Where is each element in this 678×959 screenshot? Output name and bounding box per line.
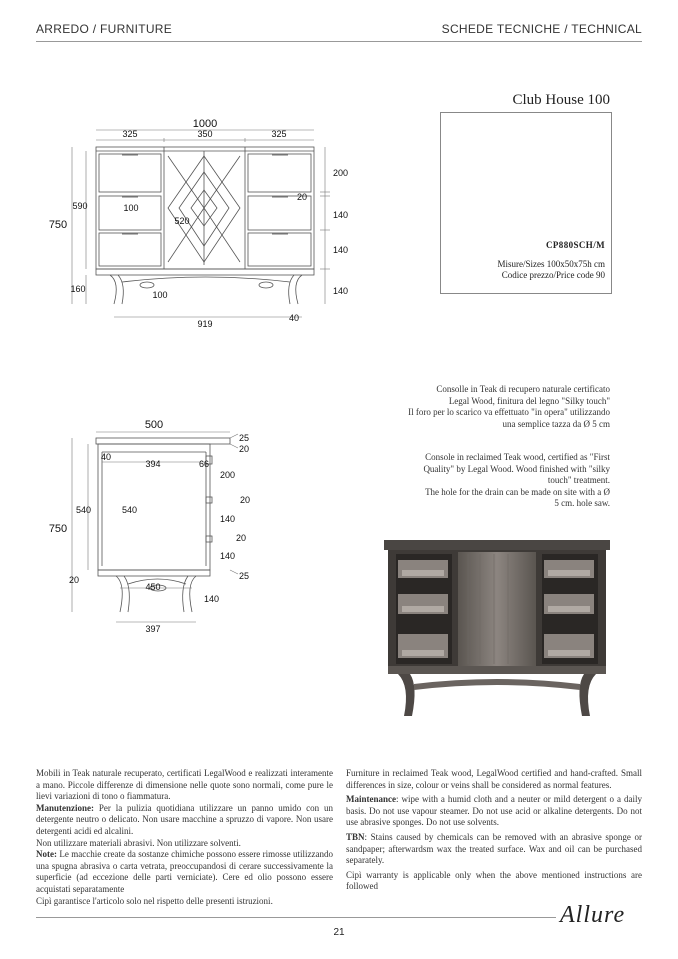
dim-right-140b: 140 xyxy=(333,245,349,255)
section-label-right: SCHEDE TECNICHE / TECHNICAL xyxy=(441,22,642,36)
care-it-note-label: Note: xyxy=(36,849,57,860)
dim-base-397: 397 xyxy=(145,624,161,634)
desc-it-line: una semplice tazza da Ø 5 cm xyxy=(502,418,610,429)
care-en-tbn: : Stains caused by chemicals can be removed with an abrasive sponge or sandpaper; afterwardsm wax the treated surface. Wax and oil can be purchased separately. xyxy=(346,831,642,866)
dim-inner-540: 540 xyxy=(122,505,138,515)
front-technical-drawing xyxy=(40,112,360,337)
dim-depth: 500 xyxy=(144,419,164,431)
care-en-maint: : wipe with a humid cloth and a neuter or mild detergent o a daily basis. Do not use vapour steamer. Do not use acid or alkaline detergents. Do not use abrasive sponges. Do not use solvents. xyxy=(346,794,642,828)
dim-inner-394: 394 xyxy=(145,459,161,469)
product-price-code: Codice prezzo/Price code 90 xyxy=(501,270,605,280)
dim-height: 750 xyxy=(48,219,68,231)
care-text-italian xyxy=(36,768,333,907)
product-info-box xyxy=(440,112,612,294)
care-en-maint-label: Maintenance xyxy=(346,794,396,805)
brand-logo: Allure xyxy=(560,902,626,928)
desc-en-line: Quality" by Legal Wood. Wood finished with "silky xyxy=(423,463,610,474)
product-title: Club House 100 xyxy=(512,92,610,108)
desc-it-line: Legal Wood, finitura del legno "Silky touch" xyxy=(448,395,610,406)
care-en-intro: Furniture in reclaimed Teak wood, LegalWood certified and hand-crafted. Small differences in size, colour or veins shall be considered as normal features. xyxy=(346,768,642,790)
desc-en-line: 5 cm. hole saw. xyxy=(554,498,610,508)
dim-leg-20: 20 xyxy=(68,575,80,585)
product-sizes: Misure/Sizes 100x50x75h cm xyxy=(497,259,605,269)
dim-h-20b: 20 xyxy=(236,533,247,543)
dim-right-width: 325 xyxy=(271,129,287,139)
dim-left-width: 325 xyxy=(122,129,138,139)
dim-h-200: 200 xyxy=(220,470,236,480)
dim-leg-height: 160 xyxy=(70,284,86,294)
dim-top-20: 20 xyxy=(239,444,250,454)
page-number: 21 xyxy=(333,927,345,938)
dim-h-140b: 140 xyxy=(220,551,236,561)
care-it-warranty: Cipì garantisce l'articolo solo nel rispetto delle presenti istruzioni. xyxy=(36,895,273,906)
care-en-tbn-label: TBN xyxy=(346,831,365,842)
dim-base-450: 450 xyxy=(145,582,161,592)
dim-h-140a: 140 xyxy=(220,514,236,524)
product-photo xyxy=(384,540,610,718)
dim-inner-40: 40 xyxy=(100,452,112,462)
dim-h-140c: 140 xyxy=(204,594,220,604)
care-text-english xyxy=(346,768,642,893)
care-it-maint: Per la pulizia quotidiana utilizzare un panno umido con un detergente neutro o delicato. Non usare macchine a spruzzo di vapore. Non usare detergenti acidi ed alcalini. xyxy=(36,802,333,836)
description-english xyxy=(370,452,610,510)
product-code: CP880SCH/M xyxy=(546,240,605,250)
section-label-left: ARREDO / FURNITURE xyxy=(36,22,173,36)
care-it-intro: Mobili in Teak naturale recuperato, certificati LegalWood e realizzati interamente a mano. Piccole differenze di dimensione nelle quote sono normali, come pure le lievi variazioni di tono o fiammatura. xyxy=(36,768,333,802)
dim-h-25: 25 xyxy=(239,571,250,581)
description-italian xyxy=(370,384,610,430)
desc-it-line: Il foro per lo scarico va effettuato "in opera" utilizzando xyxy=(408,407,610,417)
dim-base-width: 919 xyxy=(197,319,213,329)
desc-en-line: The hole for the drain can be made on site with a Ø xyxy=(425,486,610,497)
dim-left-540: 540 xyxy=(76,505,92,515)
side-technical-drawing xyxy=(40,412,290,637)
dim-inner-66: 66 xyxy=(198,459,210,469)
care-it-maint-label: Manutenzione: xyxy=(36,802,94,813)
desc-en-line: Console in reclaimed Teak wood, certified as "First xyxy=(425,452,610,462)
dim-right-140c: 140 xyxy=(333,286,349,296)
dim-total-750: 750 xyxy=(48,523,68,535)
header-rule xyxy=(36,41,642,42)
care-en-warranty: Cipì warranty is applicable only when the above mentioned instructions are followed xyxy=(346,869,642,892)
desc-en-line: touch" treatment. xyxy=(547,475,610,485)
desc-it-line: Consolle in Teak di recupero naturale certificato xyxy=(436,384,610,394)
dim-foot-offset: 40 xyxy=(288,313,300,323)
dim-right-140a: 140 xyxy=(333,210,349,220)
care-it-note: Le macchie create da sostanze chimiche possono essere rimosse utilizzando una spugna abrasiva o carta vetrata, preoccupandosi di cerare successivamente la superficie (ad eccezione delle parti verniciate). Cere ed olio possono essere acquistati separatamente xyxy=(36,849,333,894)
dim-right-20: 20 xyxy=(297,192,308,202)
dim-top-25: 25 xyxy=(239,433,250,443)
dim-center-width: 350 xyxy=(197,129,213,139)
dim-foot-gap: 100 xyxy=(152,290,168,300)
dim-total-width: 1000 xyxy=(192,118,218,130)
dim-inner-height: 590 xyxy=(72,201,88,211)
dim-right-200: 200 xyxy=(333,168,349,178)
care-it-no-abrasive: Non utilizzare materiali abrasivi. Non utilizzare solventi. xyxy=(36,837,241,848)
dim-h-20a: 20 xyxy=(240,495,251,505)
dim-door-height: 520 xyxy=(174,216,190,226)
side-top xyxy=(96,438,230,444)
dim-drawer-width: 100 xyxy=(123,203,139,213)
footer-rule xyxy=(36,917,556,918)
